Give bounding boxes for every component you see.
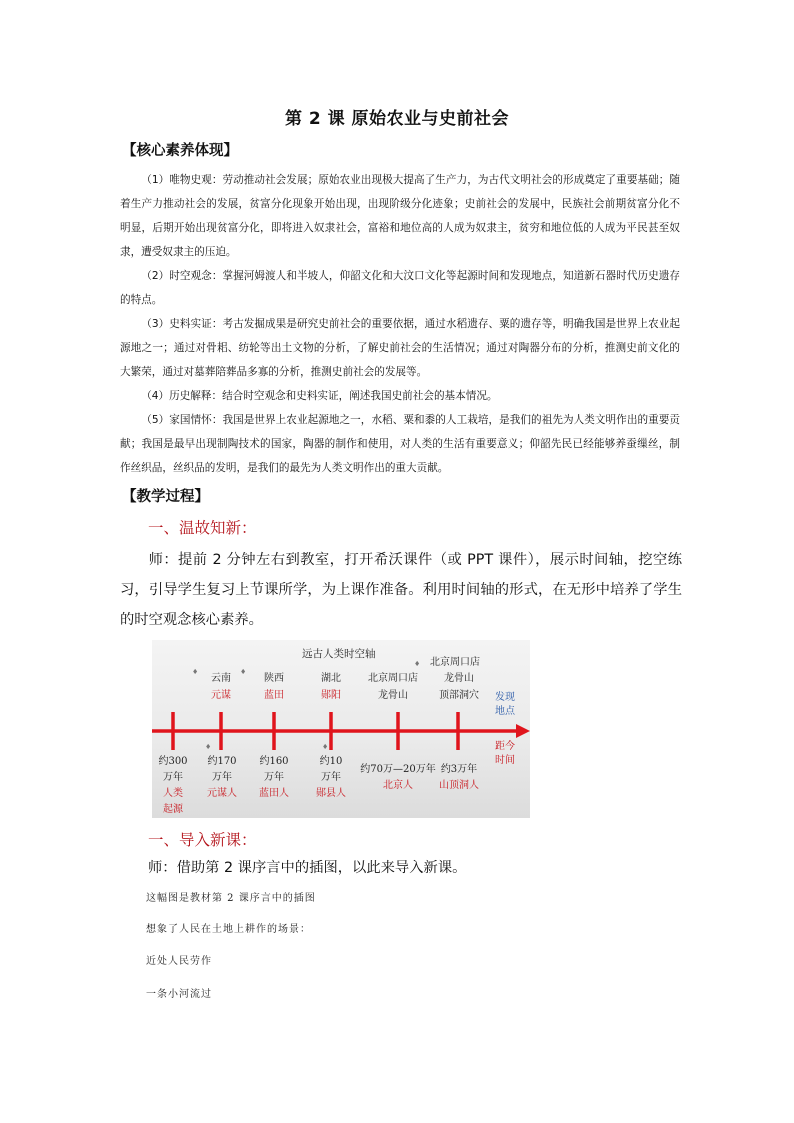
timeline-location: 陕西 蓝田 (264, 673, 284, 701)
core-literacy-heading: 【核心素养体现】 (122, 143, 238, 159)
timeline-top-location: 北京周口店 (430, 657, 480, 668)
timeline-location: 湖北 郧阳 (321, 673, 341, 701)
timeline-time: 约170 万年 元谋人 (207, 756, 237, 799)
timeline-time: 约160 万年 蓝田人 (259, 756, 289, 799)
timeline-location: 云南 元谋 (211, 673, 231, 701)
caption-line-4: 一条小河流过 (146, 989, 212, 1000)
timeline-side-label-location: 发现 地点 (495, 692, 515, 717)
caption-line-3: 近处人民劳作 (146, 956, 212, 967)
core-paragraph-2: （2）时空观念：掌握河姆渡人和半坡人，仰韶文化和大汶口文化等起源时间和发现地点，知道新石器时代历史遗存的特点。 (120, 270, 680, 306)
dot-marker-icon: ♦ (322, 743, 329, 751)
core-paragraph-4: （4）历史解释：结合时空观念和史料实证，阐述我国史前社会的基本情况。 (141, 390, 498, 402)
timeline-time: 约10 万年 郧县人 (316, 756, 346, 799)
timeline-time: 约70万—20万年 北京人 (360, 764, 436, 791)
core-paragraph-1: （1）唯物史观：劳动推动社会发展；原始农业出现极大提高了生产力，为古代文明社会的形成奠定了重要基础；随着生产力推动社会的发展，贫富分化现象开始出现，出现阶级分化迹象；史前社会的发展中，民族社会前期贫富分化不明显，后期开始出现贫富分化，即将进入奴隶社会，富裕和地位高的人成为奴隶主，贫穷和地位低的人成为平民甚至奴隶，遭受奴隶主的压迫。 (120, 174, 680, 258)
timeline-time: 约3万年 山顶洞人 (439, 764, 479, 791)
step2-text: 师：借助第 2 课序言中的插图，以此来导入新课。 (148, 860, 467, 876)
timeline-title: 远古人类时空轴 (302, 648, 376, 660)
dot-marker-icon: ♦ (240, 668, 247, 676)
timeline-side-label-time: 距今 时间 (495, 741, 515, 766)
dot-marker-icon: ♦ (192, 668, 199, 676)
timeline-location: 北京周口店 龙骨山 (368, 673, 418, 701)
caption-line-2: 想象了人民在土地上耕作的场景： (146, 924, 311, 935)
dot-marker-icon: ♦ (205, 743, 212, 751)
caption-line-1: 这幅图是教材第 2 课序言中的插图 (146, 893, 316, 904)
step2-heading: 一、导入新课： (148, 831, 257, 849)
timeline-figure (152, 640, 530, 818)
timeline-arrowhead (516, 724, 530, 738)
page-title: 第 2 课 原始农业与史前社会 (284, 109, 510, 129)
core-paragraph-5: （5）家国情怀：我国是世界上农业起源地之一，水稻、粟和黍的人工栽培，是我们的祖先为人类文明作出的重要贡献；我国是最早出现制陶技术的国家，陶器的制作和使用，对人类的生活有重要意义；仰韶先民已经能够养蚕缫丝，制作丝织品，丝织品的发明，是我们的最先为人类文明作出的重大贡献。 (120, 414, 680, 474)
core-paragraph-3: （3）史料实证：考古发掘成果是研究史前社会的重要依据，通过水稻遗存、粟的遗存等，明确我国是世界上农业起源地之一；通过对骨耜、纺轮等出土文物的分析，了解史前社会的生活情况；通过对陶器分布的分析，推测史前文化的大繁荣，通过对墓葬陪葬品多寡的分析，推测史前社会的发展等。 (120, 318, 680, 378)
step1-text: 师：提前 2 分钟左右到教室，打开希沃课件（或 PPT 课件），展示时间轴，挖空练习，引导学生复习上节课所学，为上课作准备。利用时间轴的形式，在无形中培养了学生的时空观念核心素养。 (120, 552, 682, 628)
step1-heading: 一、温故知新： (148, 519, 257, 537)
teaching-process-heading: 【教学过程】 (122, 489, 209, 505)
timeline-time: 约300 万年 人类 起源 (158, 756, 188, 815)
timeline-location: 龙骨山 顶部洞穴 (439, 673, 479, 701)
dot-marker-icon: ♦ (414, 660, 421, 668)
